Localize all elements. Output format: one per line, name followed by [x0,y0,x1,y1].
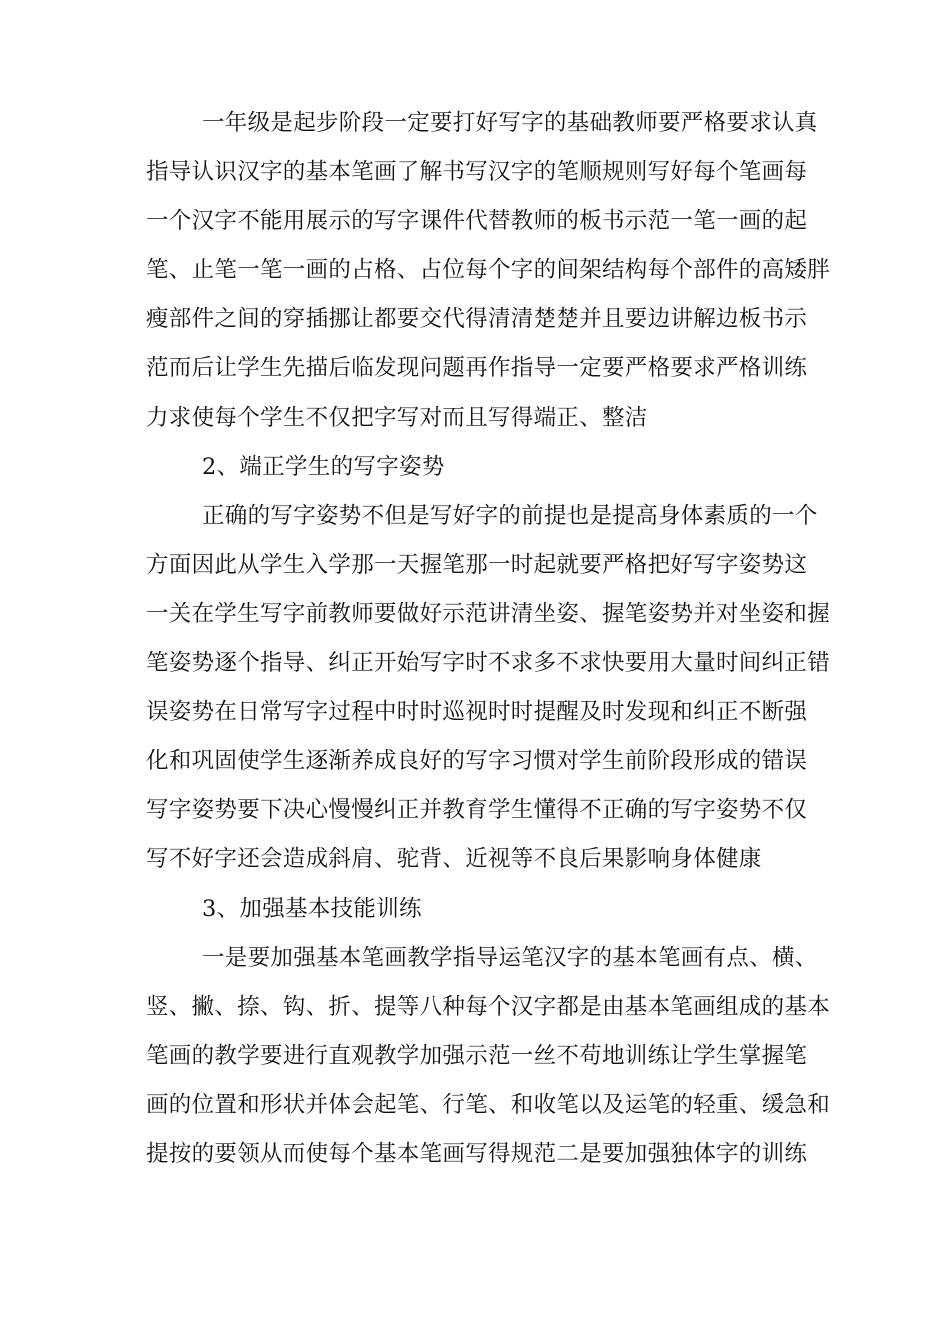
text-line: 笔画的教学要进行直观教学加强示范一丝不苟地训练让学生掌握笔 [146,1042,808,1069]
text-line: 提按的要领从而使每个基本笔画写得规范二是要加强独体字的训练 [146,1140,808,1167]
text-line: 一年级是起步阶段一定要打好写字的基础教师要严格要求认真 [202,110,818,136]
text-line: 正确的写字姿势不但是写好字的前提也是提高身体素质的一个 [202,502,818,529]
text-line: 范而后让学生先描后临发现问题再作指导一定要严格要求严格训练 [146,355,808,382]
text-line: 一关在学生写字前教师要做好示范讲清坐姿、握笔姿势并对坐姿和握 [146,600,831,627]
text-line: 笔姿势逐个指导、纠正开始写字时不求多不求快要用大量时间纠正错 [146,650,831,677]
document-body [146,99,831,1179]
text-line: 瘦部件之间的穿插挪让都要交代得清清楚楚并且要边讲解边板书示 [146,306,808,333]
text-line: 竖、撇、捺、钩、折、提等八种每个汉字都是由基本笔画组成的基本 [146,993,831,1020]
section-heading: 3、加强基本技能训练 [202,895,422,922]
text-line: 化和巩固使学生逐渐养成良好的写字习惯对学生前阶段形成的错误 [146,748,808,775]
text-line: 笔、止笔一笔一画的占格、占位每个字的间架结构每个部件的高矮胖 [146,257,831,284]
text-line: 误姿势在日常写字过程中时时巡视时时提醒及时发现和纠正不断强 [146,699,808,726]
text-line: 画的位置和形状并体会起笔、行笔、和收笔以及运笔的轻重、缓急和 [146,1091,831,1118]
text-line: 一个汉字不能用展示的写字课件代替教师的板书示范一笔一画的起 [146,208,808,235]
text-line: 写字姿势要下决心慢慢纠正并教育学生懂得不正确的写字姿势不仅 [146,797,808,824]
text-line: 写不好字还会造成斜肩、驼背、近视等不良后果影响身体健康 [146,846,762,873]
text-line: 一是要加强基本笔画教学指导运笔汉字的基本笔画有点、横、 [202,944,818,971]
text-line: 指导认识汉字的基本笔画了解书写汉字的笔顺规则写好每个笔画每 [146,159,808,186]
text-line: 力求使每个学生不仅把字写对而且写得端正、整洁 [146,404,648,431]
section-heading: 2、端正学生的写字姿势 [202,453,445,480]
text-line: 方面因此从学生入学那一天握笔那一时起就要严格把好写字姿势这 [146,551,808,578]
